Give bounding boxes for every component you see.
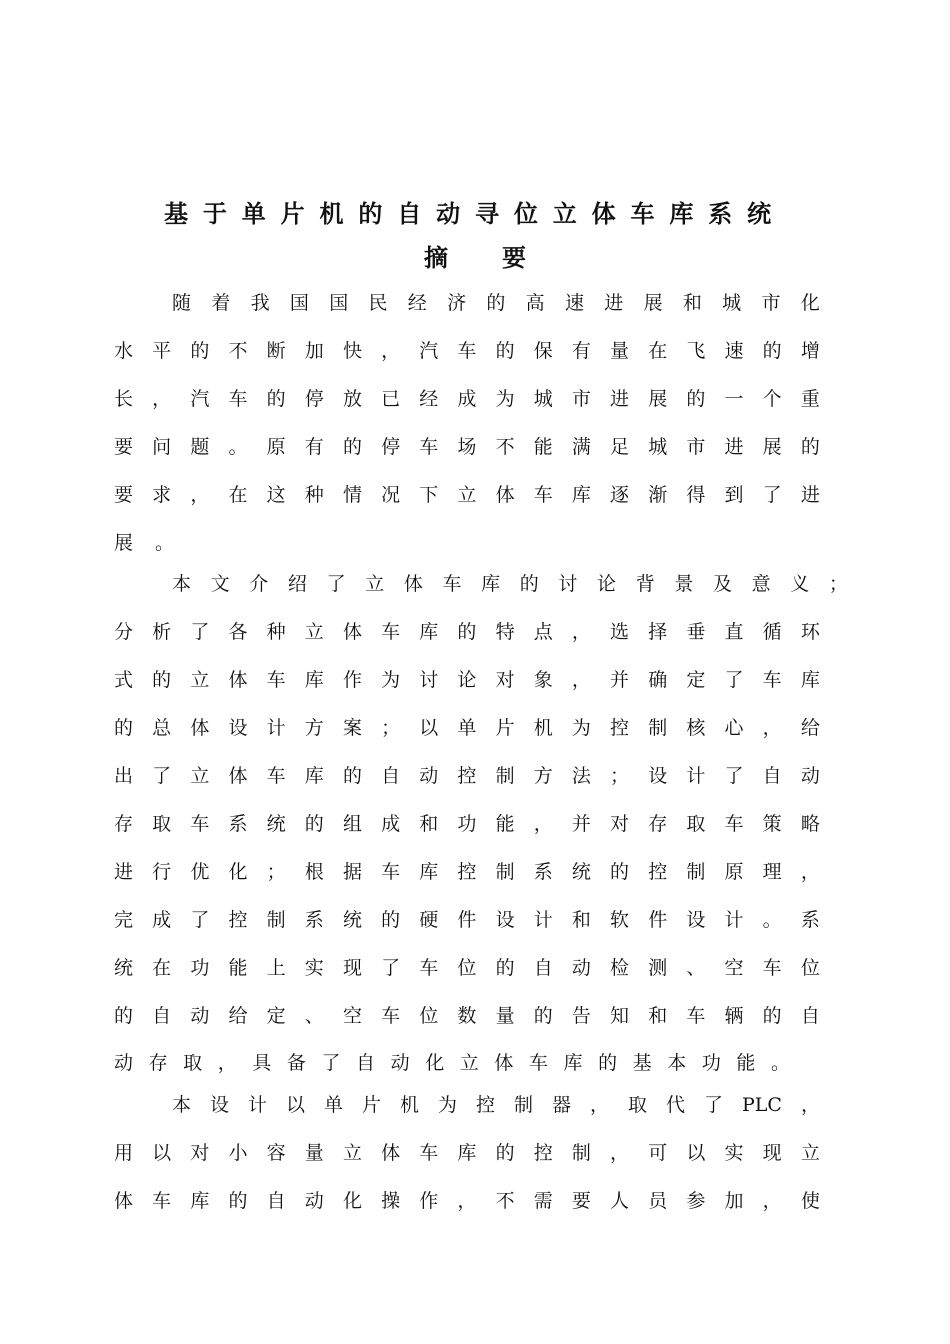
paragraph-line: 完 成 了 控 制 系 统 的 硬 件 设 计 和 软 件 设 计 。 系 xyxy=(114,909,820,931)
paragraph-line: 统 在 功 能 上 实 现 了 车 位 的 自 动 检 测 、 空 车 位 xyxy=(114,957,820,979)
paragraph-line: 的 自 动 给 定 、 空 车 位 数 量 的 告 知 和 车 辆 的 自 xyxy=(114,1005,820,1027)
abstract-heading xyxy=(116,240,834,276)
paragraph-line: 进 行 优 化 ； 根 据 车 库 控 制 系 统 的 控 制 原 理 ， xyxy=(114,861,820,883)
abstract-heading-char-1: 摘 xyxy=(424,243,448,272)
paragraph-line: 出 了 立 体 车 库 的 自 动 控 制 方 法 ； 设 计 了 自 动 xyxy=(114,765,820,787)
paragraph-line: 要 求 ， 在 这 种 情 况 下 立 体 车 库 逐 渐 得 到 了 进 xyxy=(114,484,820,506)
paragraph-line: 本 文 介 绍 了 立 体 车 库 的 讨 论 背 景 及 意 义 ； xyxy=(172,573,848,595)
paragraph-line: 随 着 我 国 国 民 经 济 的 高 速 进 展 和 城 市 化 xyxy=(172,292,820,314)
paragraph-line: 水 平 的 不 断 加 快 ， 汽 车 的 保 有 量 在 飞 速 的 增 xyxy=(114,340,820,362)
paragraph-line: 要 问 题 。 原 有 的 停 车 场 不 能 满 足 城 市 进 展 的 xyxy=(114,436,820,458)
paragraph-line: 本 设 计 以 单 片 机 为 控 制 器 ， 取 代 了 PLC ， xyxy=(172,1094,820,1116)
paragraph-line: 存 取 车 系 统 的 组 成 和 功 能 ， 并 对 存 取 车 策 略 xyxy=(114,813,820,835)
paragraph-line: 分 析 了 各 种 立 体 车 库 的 特 点 ， 选 择 垂 直 循 环 xyxy=(114,621,820,643)
paragraph-line: 用 以 对 小 容 量 立 体 车 库 的 控 制 ， 可 以 实 现 立 xyxy=(114,1142,820,1164)
paragraph-line: 长 ， 汽 车 的 停 放 已 经 成 为 城 市 进 展 的 一 个 重 xyxy=(114,388,820,410)
document-title: 基于单片机的自动寻位立体车库系统 xyxy=(163,199,787,228)
paragraph-line: 体 车 库 的 自 动 化 操 作 ， 不 需 要 人 员 参 加 ， 使 xyxy=(114,1190,820,1212)
paragraph-line: 展 。 xyxy=(114,532,174,554)
paragraph-line: 的 总 体 设 计 方 案 ； 以 单 片 机 为 控 制 核 心 ， 给 xyxy=(114,717,820,739)
abstract-heading-char-2: 要 xyxy=(502,243,526,272)
paragraph-line: 式 的 立 体 车 库 作 为 讨 论 对 象 ， 并 确 定 了 车 库 xyxy=(114,669,820,691)
paragraph-line: 动 存 取 ， 具 备 了 自 动 化 立 体 车 库 的 基 本 功 能 。 xyxy=(114,1052,790,1074)
